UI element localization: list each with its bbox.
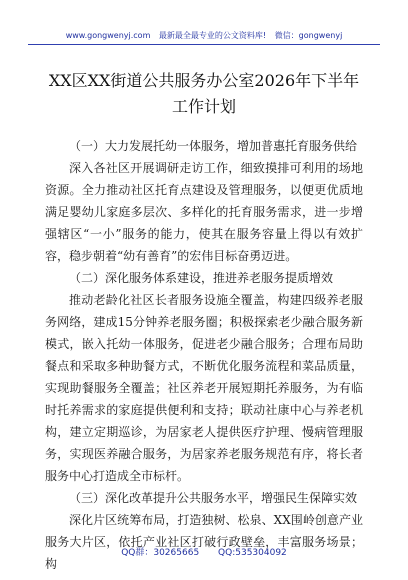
section-heading-2: （二）深化服务体系建设，推进养老服务提质增效 xyxy=(69,271,334,285)
document-body xyxy=(45,135,363,575)
title-line-1: XX区XX街道公共服务办公室2026年下半年 xyxy=(48,71,360,90)
paragraph-1: 深入各社区开展调研走访工作，细致摸排可利用的场地资源。全力推动社区托育点建设及管理服务，以便更优质地满足婴幼儿家庭多层次、多样化的托育服务需求，进一步增强辖区“一小”服务的能力，使其在服务容量上得以有效扩容，稳步朝着“幼有善育”的宏伟目标奋勇迈进。 xyxy=(45,161,363,263)
header-slogan: 最新最全最专业的公文资料库! xyxy=(158,31,267,40)
paragraph-2: 推动老龄化社区长者服务设施全覆盖，构建四级养老服务网络，建成15分钟养老服务圈；积极探索老少融合服务新模式，嵌入托幼一体服务，促进老少融合服务；合理布局助餐点和采取多种助餐方式，不断优化服务流程和菜品质量，实现助餐服务全覆盖；社区养老开展短期托养服务，为有临时托养需求的家庭提供便利和支持；联动社康中心与养老机构，建立定期巡诊，为居家老人提供医疗护理、慢病管理服务，实现医养融合服务，为居家养老服务规范有序，将长者服务中心打造成全市标杆。 xyxy=(45,293,363,483)
title-line-2: 工作计划 xyxy=(171,97,236,116)
section-heading-1: （一）大力发展托幼一体服务，增加普惠托育服务供给 xyxy=(69,139,358,153)
document-title xyxy=(20,68,388,120)
paragraph-3: 深化片区统筹布局，打造独树、松泉、XX围岭创意产业服务大片区，依托产业社区打破行政壁垒，丰富服务场景；构 xyxy=(45,513,363,571)
header-site-link[interactable]: www.gongwenyj.com xyxy=(65,31,151,40)
page-footer xyxy=(0,545,408,558)
page-header xyxy=(0,30,408,41)
footer-qq-group: QQ群：30265665 xyxy=(121,548,200,558)
footer-qq: QQ:535304092 xyxy=(218,548,287,558)
header-wechat: 微信：gongwenyj xyxy=(274,31,343,40)
section-heading-3: （三）深化改革提升公共服务水平，增强民生保障实效 xyxy=(69,491,358,505)
header-divider xyxy=(28,44,380,45)
